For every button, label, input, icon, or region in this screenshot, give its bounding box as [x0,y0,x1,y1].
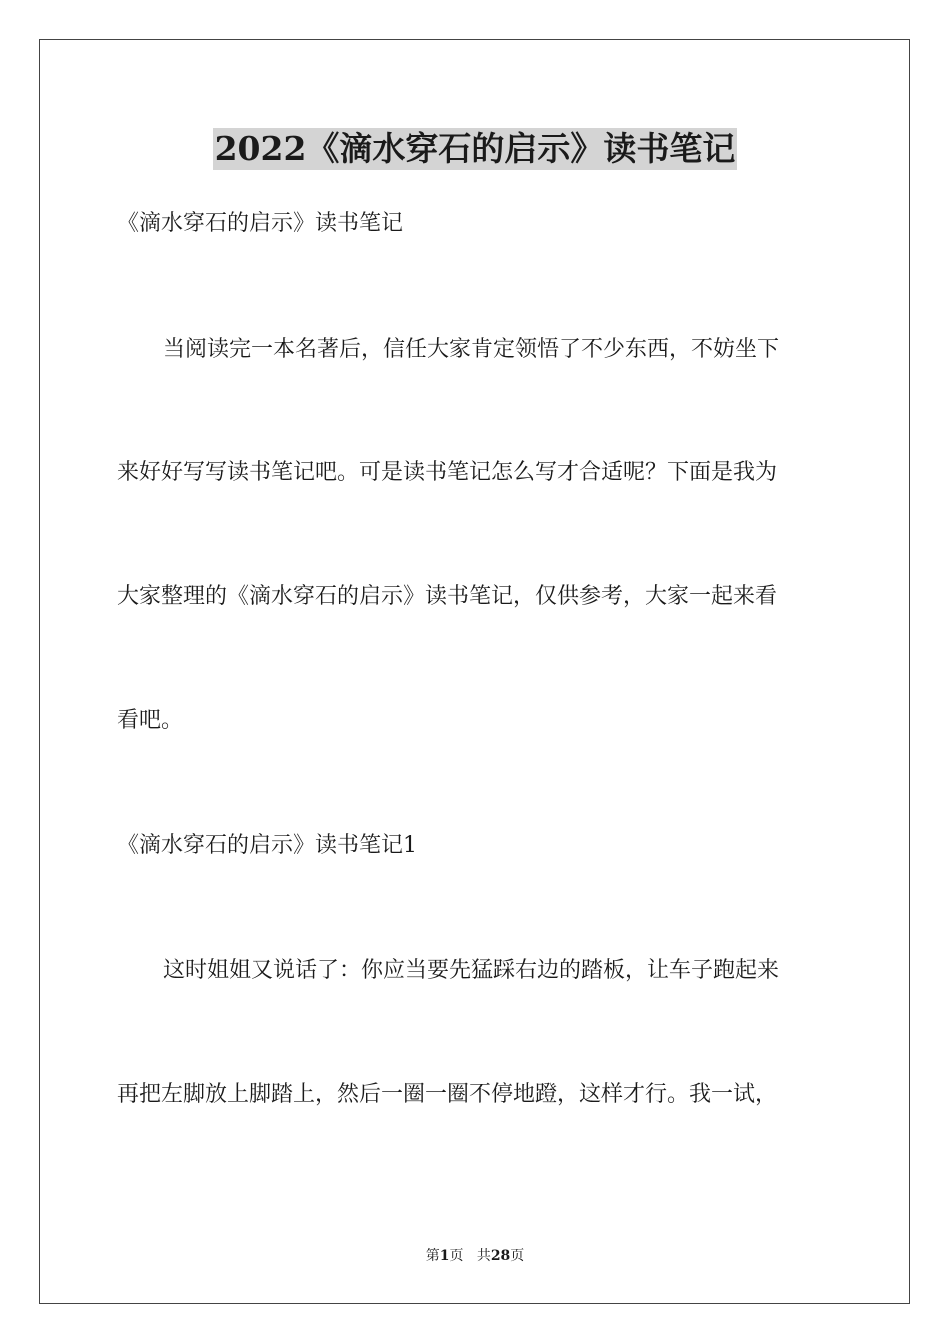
footer-page-number: 1 [439,1248,450,1264]
footer-page-prefix: 第 [425,1248,440,1264]
footer-total-prefix: 共 [476,1248,491,1264]
footer-page-suffix: 页 [449,1248,464,1264]
intro-line-3: 大家整理的《滴水穿石的启示》读书笔记，仅供参考，大家一起来看 [117,584,778,609]
intro-line-4: 看吧。 [117,708,184,733]
document-subtitle: 《滴水穿石的启示》读书笔记 [117,211,404,236]
section-line-1: 这时姐姐又说话了：你应当要先猛踩右边的踏板，让车子跑起来 [163,958,780,983]
intro-line-1: 当阅读完一本名著后，信任大家肯定领悟了不少东西，不妨坐下 [163,337,780,362]
page-footer [0,1247,950,1265]
footer-total-pages: 28 [490,1248,511,1264]
document-title: 2022《滴水穿石的启示》读书笔记 [214,129,736,168]
section-line-2: 再把左脚放上脚踏上，然后一圈一圈不停地蹬，这样才行。我一试， [117,1082,778,1107]
footer-total-suffix: 页 [510,1248,525,1264]
intro-line-2: 来好好写写读书笔记吧。可是读书笔记怎么写才合适呢？下面是我为 [117,460,778,485]
title-container [0,128,950,170]
section-heading: 《滴水穿石的启示》读书笔记1 [117,833,417,858]
